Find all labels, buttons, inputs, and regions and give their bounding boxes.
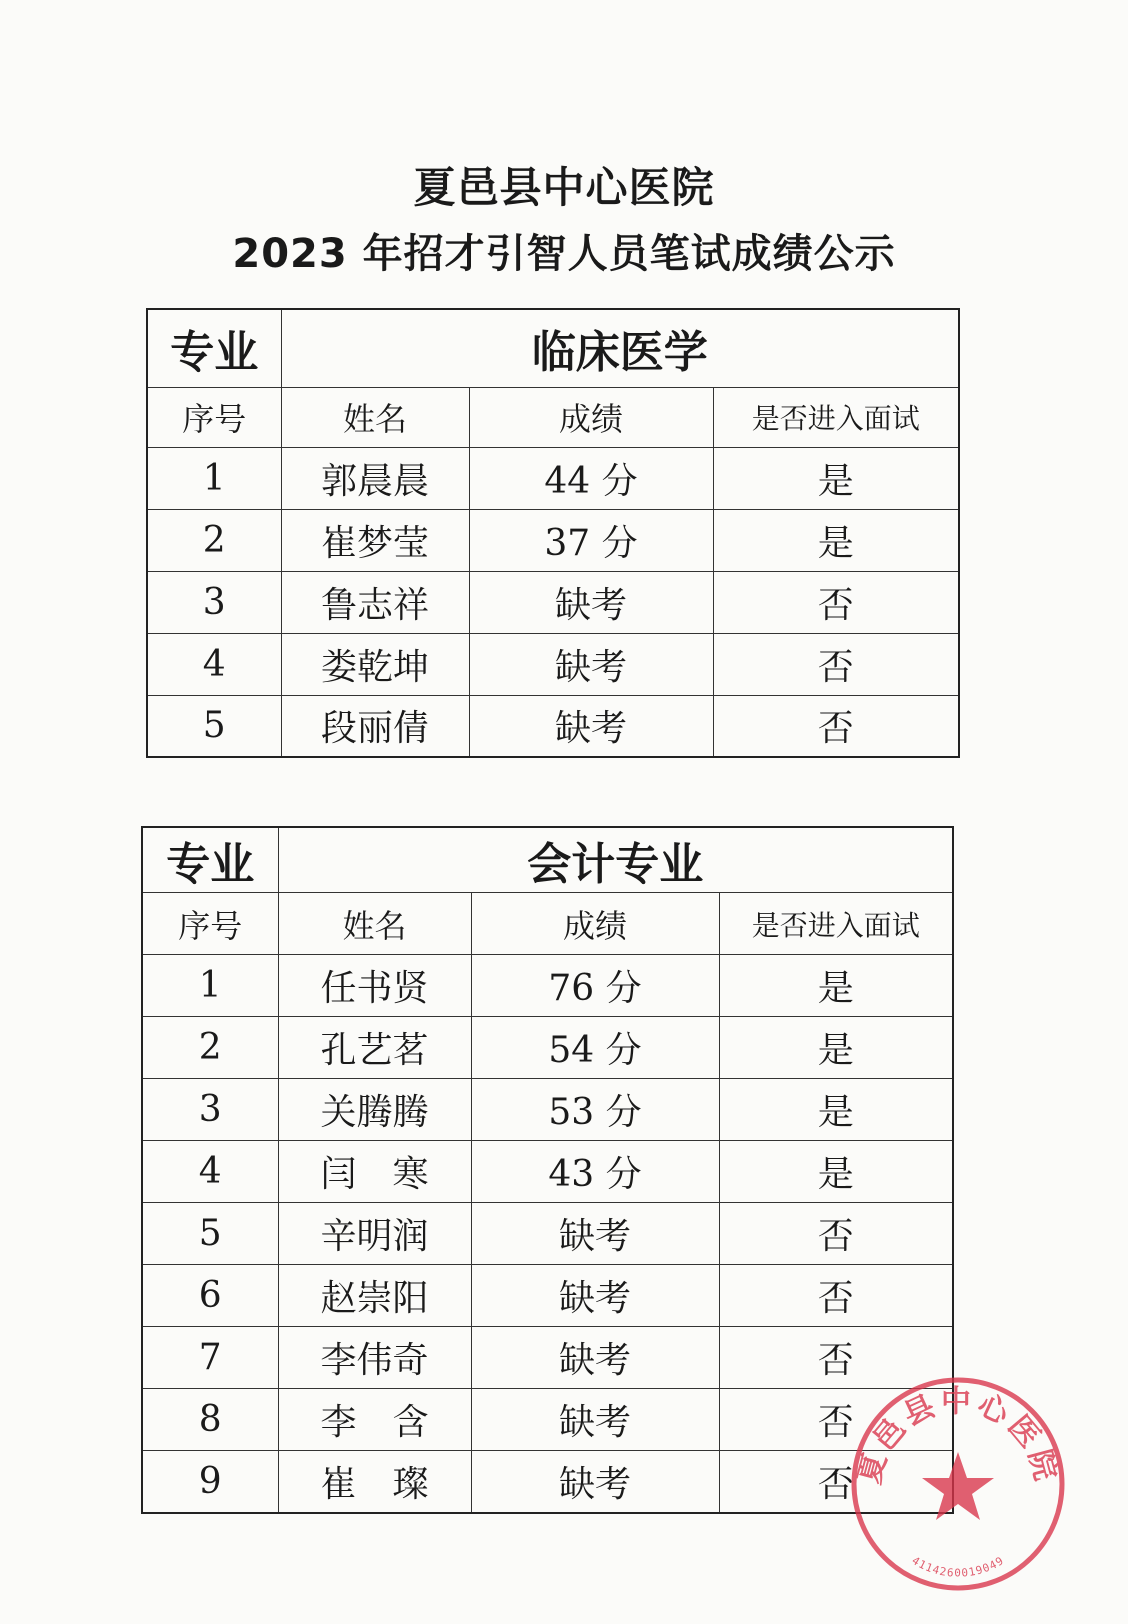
cell-name: 赵崇阳 (278, 1265, 471, 1327)
table-row (142, 1203, 953, 1265)
cell-index: 3 (142, 1079, 278, 1141)
cell-score: 缺考 (469, 633, 713, 695)
cell-interview: 是 (719, 1079, 953, 1141)
cell-name: 任书贤 (278, 955, 471, 1017)
cell-interview: 是 (719, 955, 953, 1017)
cell-score: 缺考 (471, 1327, 719, 1389)
cell-name: 崔 璨 (278, 1451, 471, 1513)
table-row (142, 1327, 953, 1389)
header-name: 姓名 (281, 387, 469, 447)
table-row (142, 1079, 953, 1141)
cell-interview: 否 (719, 1327, 953, 1389)
seal-text: 夏邑县中心医院 (852, 1384, 1064, 1488)
table-row (147, 447, 959, 509)
cell-interview: 否 (713, 571, 959, 633)
cell-name: 闫 寒 (278, 1141, 471, 1203)
cell-score: 缺考 (471, 1389, 719, 1451)
cell-interview: 是 (719, 1017, 953, 1079)
cell-interview: 是 (713, 447, 959, 509)
seal-code: 4114260019049 (909, 1553, 1007, 1580)
cell-score: 缺考 (471, 1451, 719, 1513)
cell-index: 4 (142, 1141, 278, 1203)
cell-score: 44 分 (469, 447, 713, 509)
cell-name: 鲁志祥 (281, 571, 469, 633)
header-interview: 是否进入面试 (713, 387, 959, 447)
header-score: 成绩 (469, 387, 713, 447)
cell-interview: 否 (719, 1451, 953, 1513)
cell-name: 辛明润 (278, 1203, 471, 1265)
seal-star-icon (922, 1452, 994, 1520)
header-score: 成绩 (471, 893, 719, 955)
cell-name: 孔艺茗 (278, 1017, 471, 1079)
cell-index: 5 (142, 1203, 278, 1265)
cell-name: 娄乾坤 (281, 633, 469, 695)
cell-interview: 否 (719, 1203, 953, 1265)
cell-score: 缺考 (471, 1265, 719, 1327)
cell-score: 54 分 (471, 1017, 719, 1079)
score-table-accounting (141, 826, 954, 1514)
header-index: 序号 (147, 387, 281, 447)
table-row (147, 633, 959, 695)
official-seal (848, 1374, 1068, 1594)
cell-score: 缺考 (471, 1203, 719, 1265)
major-label: 专业 (147, 309, 281, 387)
header-name: 姓名 (278, 893, 471, 955)
cell-index: 2 (147, 509, 281, 571)
cell-name: 关腾腾 (278, 1079, 471, 1141)
cell-interview: 否 (719, 1389, 953, 1451)
major-label: 专业 (142, 827, 278, 893)
cell-index: 3 (147, 571, 281, 633)
table-row (147, 509, 959, 571)
table-row (142, 1265, 953, 1327)
cell-name: 郭晨晨 (281, 447, 469, 509)
major-name: 临床医学 (281, 309, 959, 387)
cell-interview: 否 (719, 1265, 953, 1327)
cell-interview: 是 (719, 1141, 953, 1203)
table-row (147, 695, 959, 757)
cell-score: 缺考 (469, 695, 713, 757)
cell-score: 37 分 (469, 509, 713, 571)
svg-text:4114260019049 (910, 1554, 1007, 1580)
table-row (142, 1389, 953, 1451)
cell-index: 4 (147, 633, 281, 695)
cell-name: 李伟奇 (278, 1327, 471, 1389)
cell-index: 9 (142, 1451, 278, 1513)
cell-index: 5 (147, 695, 281, 757)
cell-score: 43 分 (471, 1141, 719, 1203)
cell-name: 崔梦莹 (281, 509, 469, 571)
table-row (142, 1017, 953, 1079)
cell-score: 53 分 (471, 1079, 719, 1141)
table-row (142, 1451, 953, 1513)
major-name: 会计专业 (278, 827, 953, 893)
table-row (147, 571, 959, 633)
cell-index: 1 (147, 447, 281, 509)
score-table-clinical (146, 308, 960, 758)
table-row (142, 1141, 953, 1203)
cell-index: 8 (142, 1389, 278, 1451)
cell-interview: 否 (713, 695, 959, 757)
table-row (142, 955, 953, 1017)
cell-interview: 否 (713, 633, 959, 695)
cell-index: 2 (142, 1017, 278, 1079)
cell-index: 7 (142, 1327, 278, 1389)
cell-score: 76 分 (471, 955, 719, 1017)
cell-score: 缺考 (469, 571, 713, 633)
document-title: 夏邑县中心医院 (413, 163, 715, 212)
cell-interview: 是 (713, 509, 959, 571)
cell-name: 李 含 (278, 1389, 471, 1451)
cell-index: 1 (142, 955, 278, 1017)
cell-name: 段丽倩 (281, 695, 469, 757)
header-interview: 是否进入面试 (719, 893, 953, 955)
header-index: 序号 (142, 893, 278, 955)
cell-index: 6 (142, 1265, 278, 1327)
document-subtitle: 2023 年招才引智人员笔试成绩公示 (232, 231, 896, 277)
